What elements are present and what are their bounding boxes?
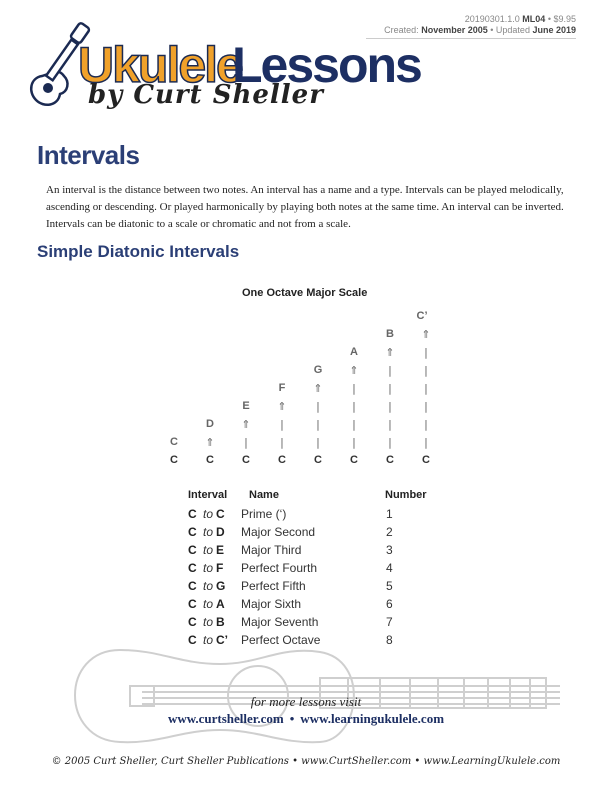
scale-note-4: F	[278, 382, 286, 394]
doc-id: 20190301.1.0	[464, 14, 520, 24]
scale-bar: |	[316, 418, 320, 431]
scale-note-7: B	[386, 328, 394, 340]
base-note: C	[386, 454, 394, 466]
scale-bar: |	[388, 400, 392, 413]
table-row	[0, 508, 612, 524]
intro-paragraph: An interval is the distance between two notes. An interval has a name and a type. Intervals can be played melodically, ascending or descending. Or played harmonically by playing both notes at the same time. An interval can be inverted. Intervals can be diatonic to a scale or chromatic and not from a scale.	[46, 184, 564, 230]
doc-code: ML04	[522, 14, 546, 24]
scale-arrow: ⇑	[313, 382, 323, 395]
table-row	[0, 562, 612, 578]
interval-to: B	[216, 615, 225, 629]
interval-name: Major Seventh	[241, 615, 319, 629]
scale-bar: |	[424, 382, 428, 395]
scale-note-3: E	[242, 400, 250, 412]
interval-to: C	[216, 507, 225, 521]
interval-to: D	[216, 525, 225, 539]
base-note: C	[278, 454, 286, 466]
interval-name: Prime (‘)	[241, 507, 287, 521]
scale-note-2: D	[206, 418, 214, 430]
scale-bar: |	[352, 436, 356, 449]
base-note: C	[314, 454, 322, 466]
table-row	[0, 598, 612, 614]
updated-date: June 2019	[532, 25, 576, 35]
scale-arrow: ⇑	[277, 400, 287, 413]
updated-label: • Updated	[490, 25, 530, 35]
scale-bar: |	[424, 364, 428, 377]
base-note: C	[350, 454, 358, 466]
scale-bar: |	[352, 382, 356, 395]
scale-bar: |	[388, 382, 392, 395]
header-interval: Interval	[188, 489, 228, 501]
interval-from: C	[188, 633, 197, 647]
logo-word-lessons: Lessons	[232, 37, 421, 93]
curtsheller-link[interactable]: www.curtsheller.com	[167, 711, 284, 726]
scale-bar: |	[316, 436, 320, 449]
scale-bar: |	[424, 436, 428, 449]
interval-connector: to	[203, 507, 214, 521]
interval-connector: to	[203, 615, 214, 629]
interval-name: Major Sixth	[241, 597, 302, 611]
url-separator: •	[289, 711, 295, 726]
interval-name: Perfect Fourth	[241, 561, 318, 575]
interval-name: Perfect Fifth	[241, 579, 306, 593]
base-note: C	[170, 454, 178, 466]
interval-from: C	[188, 525, 197, 539]
scale-bar: |	[352, 400, 356, 413]
doc-price: • $9.95	[547, 14, 576, 24]
interval-number: 8	[386, 633, 393, 647]
scale-note-1: C	[170, 436, 178, 448]
ukulele-lessons-logo	[24, 18, 421, 110]
interval-from: C	[188, 543, 197, 557]
interval-number: 4	[386, 561, 393, 575]
interval-from: C	[188, 561, 197, 575]
interval-number: 3	[386, 543, 393, 557]
interval-connector: to	[203, 633, 214, 647]
interval-number: 7	[386, 615, 393, 629]
base-note: C	[206, 454, 214, 466]
interval-number: 6	[386, 597, 393, 611]
scale-bar: |	[280, 436, 284, 449]
header-name: Name	[249, 489, 279, 501]
interval-from: C	[188, 615, 197, 629]
scale-bar: |	[388, 436, 392, 449]
interval-to: F	[216, 561, 224, 575]
interval-name: Major Third	[241, 543, 302, 557]
scale-note-8: C’	[416, 310, 428, 322]
created-date: November 2005	[421, 25, 488, 35]
logo-byline: by Curt Sheller	[88, 80, 324, 110]
table-row	[0, 526, 612, 542]
promo-urls	[0, 712, 612, 725]
scale-bar: |	[388, 418, 392, 431]
copyright-footer: © 2005 Curt Sheller, Curt Sheller Publications • www.CurtSheller.com • www.LearningUkulele.com	[51, 756, 561, 767]
interval-number: 1	[386, 507, 393, 521]
interval-name: Perfect Octave	[241, 633, 321, 647]
scale-bar: |	[316, 400, 320, 413]
scale-note-5: G	[313, 364, 323, 376]
base-note: C	[422, 454, 430, 466]
scale-arrow: ⇑	[385, 346, 395, 359]
scale-bar: |	[424, 418, 428, 431]
scale-bar: |	[352, 418, 356, 431]
scale-bar: |	[388, 364, 392, 377]
interval-from: C	[188, 579, 197, 593]
learningukulele-link[interactable]: www.learningukulele.com	[300, 711, 445, 726]
table-row	[0, 580, 612, 596]
header-number: Number	[385, 489, 427, 501]
scale-arrow: ⇑	[241, 418, 251, 431]
scale-bar: |	[244, 436, 248, 449]
interval-from: C	[188, 507, 197, 521]
interval-to: A	[216, 597, 225, 611]
interval-to: G	[216, 579, 226, 593]
interval-connector: to	[203, 597, 214, 611]
ukulele-background-icon	[0, 620, 612, 750]
scale-bar: |	[424, 346, 428, 359]
scale-title: One Octave Major Scale	[242, 287, 368, 299]
table-row	[0, 544, 612, 560]
interval-name: Major Second	[241, 525, 316, 539]
interval-connector: to	[203, 579, 214, 593]
base-note: C	[242, 454, 250, 466]
scale-arrow: ⇑	[421, 328, 431, 341]
logo-word-ukulele: Ukulele	[78, 37, 242, 93]
interval-to: E	[216, 543, 225, 557]
interval-from: C	[188, 597, 197, 611]
interval-connector: to	[203, 543, 214, 557]
scale-arrow: ⇑	[205, 436, 215, 449]
page-title: Intervals	[37, 140, 140, 170]
interval-number: 2	[386, 525, 393, 539]
created-label: Created:	[384, 25, 419, 35]
scale-arrow: ⇑	[349, 364, 359, 377]
scale-bar: |	[424, 400, 428, 413]
more-lessons-text: for more lessons visit	[250, 694, 362, 709]
interval-connector: to	[203, 561, 214, 575]
scale-bar: |	[280, 418, 284, 431]
interval-number: 5	[386, 579, 393, 593]
scale-note-6: A	[350, 346, 358, 358]
interval-to: C’	[216, 633, 228, 647]
doc-meta	[384, 14, 576, 36]
interval-connector: to	[203, 525, 214, 539]
section-title: Simple Diatonic Intervals	[37, 242, 240, 261]
